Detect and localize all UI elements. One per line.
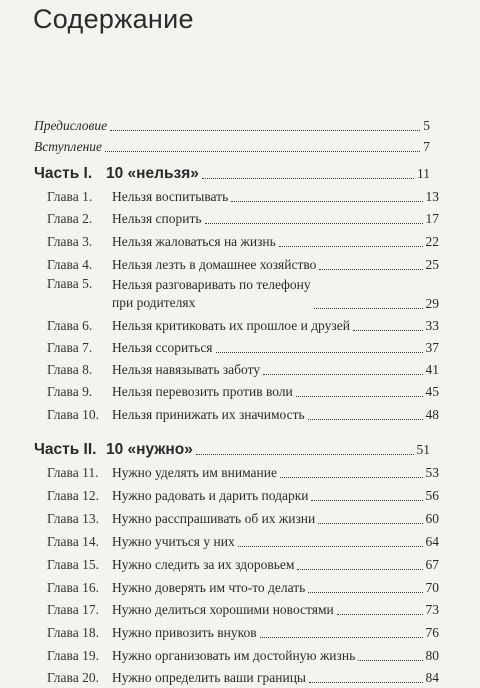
chapter-title: Нельзя перевозить против воли xyxy=(112,384,293,399)
entry-page: 7 xyxy=(423,139,430,154)
part-page: 11 xyxy=(417,166,430,181)
dot-leader xyxy=(110,130,420,131)
dot-leader xyxy=(319,269,422,270)
dot-leader xyxy=(260,637,423,638)
chapter-page: 41 xyxy=(425,362,439,377)
dot-leader xyxy=(311,500,422,501)
chapter-page: 48 xyxy=(425,407,439,422)
toc-chapter-6[interactable] xyxy=(47,312,439,334)
dot-leader xyxy=(216,352,423,353)
chapter-title: Нельзя навязывать заботу xyxy=(112,362,261,377)
chapter-title: Нельзя критиковать их прошлое и друзей xyxy=(112,318,350,333)
dot-leader xyxy=(358,660,422,661)
chapter-title: Нельзя воспитывать xyxy=(112,189,229,204)
chapter-label: Глава 12. xyxy=(47,488,99,503)
toc-part-1[interactable] xyxy=(34,160,430,182)
chapter-page: 73 xyxy=(425,602,439,617)
dot-leader xyxy=(263,374,422,375)
entry-title: Вступление xyxy=(34,139,103,154)
toc-chapter-18[interactable] xyxy=(47,619,439,641)
chapter-label: Глава 17. xyxy=(47,602,99,617)
chapter-label: Глава 14. xyxy=(47,534,99,549)
chapter-title-line-2: при родителях xyxy=(112,295,196,310)
chapter-title: Нужно уделять им внимание xyxy=(112,465,277,480)
part-title: 10 «нужно» xyxy=(106,441,193,458)
chapter-title: Нельзя спорить xyxy=(112,211,202,226)
chapter-label: Глава 20. xyxy=(47,670,99,685)
part-title: 10 «нельзя» xyxy=(106,165,199,182)
toc-chapter-2[interactable] xyxy=(47,205,439,227)
chapter-title: Нужно делиться хорошими новостями xyxy=(112,602,334,617)
toc-chapter-13[interactable] xyxy=(47,505,439,527)
chapter-title: Нельзя принижать их значимость xyxy=(112,407,305,422)
chapter-page: 53 xyxy=(425,465,439,480)
chapter-page: 67 xyxy=(425,557,439,572)
toc-chapter-11[interactable] xyxy=(47,459,439,481)
chapter-title: Нельзя ссориться xyxy=(112,340,213,355)
chapter-title: Нужно расспрашивать об их жизни xyxy=(112,511,316,526)
dot-leader xyxy=(353,330,423,331)
chapter-page: 45 xyxy=(425,384,439,399)
dot-leader xyxy=(238,546,423,547)
chapter-label: Глава 18. xyxy=(47,625,99,640)
dot-leader xyxy=(318,523,422,524)
dot-leader xyxy=(296,396,423,397)
chapter-title: Нужно привозить внуков xyxy=(112,625,257,640)
toc-part-2[interactable] xyxy=(34,436,430,458)
toc-entry-introduction[interactable] xyxy=(34,133,430,155)
dot-leader xyxy=(308,592,422,593)
toc-chapter-9[interactable] xyxy=(47,378,439,400)
toc-chapter-7[interactable] xyxy=(47,334,439,356)
chapter-title: Нужно следить за их здоровьем xyxy=(112,557,295,572)
toc-chapter-12[interactable] xyxy=(47,482,439,504)
toc-chapter-16[interactable] xyxy=(47,574,439,596)
chapter-label: Глава 13. xyxy=(47,511,99,526)
chapter-label: Глава 4. xyxy=(47,257,93,272)
chapter-label: Глава 5. xyxy=(47,276,93,291)
chapter-label: Глава 10. xyxy=(47,407,99,422)
chapter-label: Глава 16. xyxy=(47,580,99,595)
chapter-label: Глава 11. xyxy=(47,465,99,480)
chapter-page: 64 xyxy=(425,534,439,549)
chapter-page: 70 xyxy=(425,580,439,595)
part-label: Часть I. xyxy=(34,165,93,182)
toc-chapter-3[interactable] xyxy=(47,228,439,250)
dot-leader xyxy=(309,682,423,683)
chapter-title: Нельзя лезть в домашнее хозяйство xyxy=(112,257,317,272)
dot-leader xyxy=(308,419,423,420)
chapter-label: Глава 8. xyxy=(47,362,93,377)
dot-leader xyxy=(314,308,423,309)
chapter-label: Глава 2. xyxy=(47,211,93,226)
toc-chapter-17[interactable] xyxy=(47,596,439,618)
chapter-title: Нужно радовать и дарить подарки xyxy=(112,488,309,503)
entry-page: 5 xyxy=(423,118,430,133)
chapter-title-line-1: Нельзя разговаривать по телефону xyxy=(112,277,311,292)
chapter-label: Глава 9. xyxy=(47,384,93,399)
toc-chapter-5[interactable] xyxy=(47,274,439,312)
chapter-page: 76 xyxy=(425,625,439,640)
chapter-page: 17 xyxy=(425,211,439,226)
chapter-label: Глава 15. xyxy=(47,557,99,572)
chapter-page: 33 xyxy=(425,318,439,333)
chapter-title: Нужно учиться у них xyxy=(112,534,235,549)
part-page: 51 xyxy=(416,442,430,457)
dot-leader xyxy=(105,151,420,152)
chapter-label: Глава 6. xyxy=(47,318,93,333)
chapter-page: 56 xyxy=(425,488,439,503)
chapter-label: Глава 3. xyxy=(47,234,93,249)
chapter-label: Глава 1. xyxy=(47,189,93,204)
chapter-label: Глава 19. xyxy=(47,648,99,663)
toc-chapter-10[interactable] xyxy=(47,401,439,423)
chapter-title xyxy=(112,276,311,312)
chapter-page: 37 xyxy=(425,340,439,355)
chapter-page: 29 xyxy=(425,296,439,311)
chapter-page: 80 xyxy=(425,648,439,663)
chapter-page: 22 xyxy=(425,234,439,249)
toc-chapter-19[interactable] xyxy=(47,642,439,664)
toc-chapter-8[interactable] xyxy=(47,356,439,378)
dot-leader xyxy=(280,477,423,478)
toc-chapter-4[interactable] xyxy=(47,251,439,273)
toc-chapter-14[interactable] xyxy=(47,528,439,550)
toc-entry-preface[interactable] xyxy=(34,112,430,134)
dot-leader xyxy=(297,569,422,570)
dot-leader xyxy=(196,454,414,455)
dot-leader xyxy=(279,246,423,247)
chapter-page: 13 xyxy=(425,189,439,204)
toc-chapter-15[interactable] xyxy=(47,551,439,573)
chapter-label: Глава 7. xyxy=(47,340,93,355)
entry-title: Предисловие xyxy=(34,118,108,133)
toc-chapter-1[interactable] xyxy=(47,183,439,205)
chapter-title: Нужно организовать им достойную жизнь xyxy=(112,648,356,663)
dot-leader xyxy=(231,201,422,202)
dot-leader xyxy=(205,223,423,224)
chapter-page: 84 xyxy=(425,670,439,685)
part-label: Часть II. xyxy=(34,441,97,458)
page-title: Содержание xyxy=(33,4,194,34)
chapter-title: Нельзя жаловаться на жизнь xyxy=(112,234,276,249)
chapter-title: Нужно доверять им что-то делать xyxy=(112,580,306,595)
chapter-title: Нужно определить ваши границы xyxy=(112,670,306,685)
dot-leader xyxy=(202,178,414,179)
chapter-page: 60 xyxy=(425,511,439,526)
dot-leader xyxy=(337,614,423,615)
chapter-page: 25 xyxy=(425,257,439,272)
toc-chapter-20[interactable] xyxy=(47,664,439,686)
